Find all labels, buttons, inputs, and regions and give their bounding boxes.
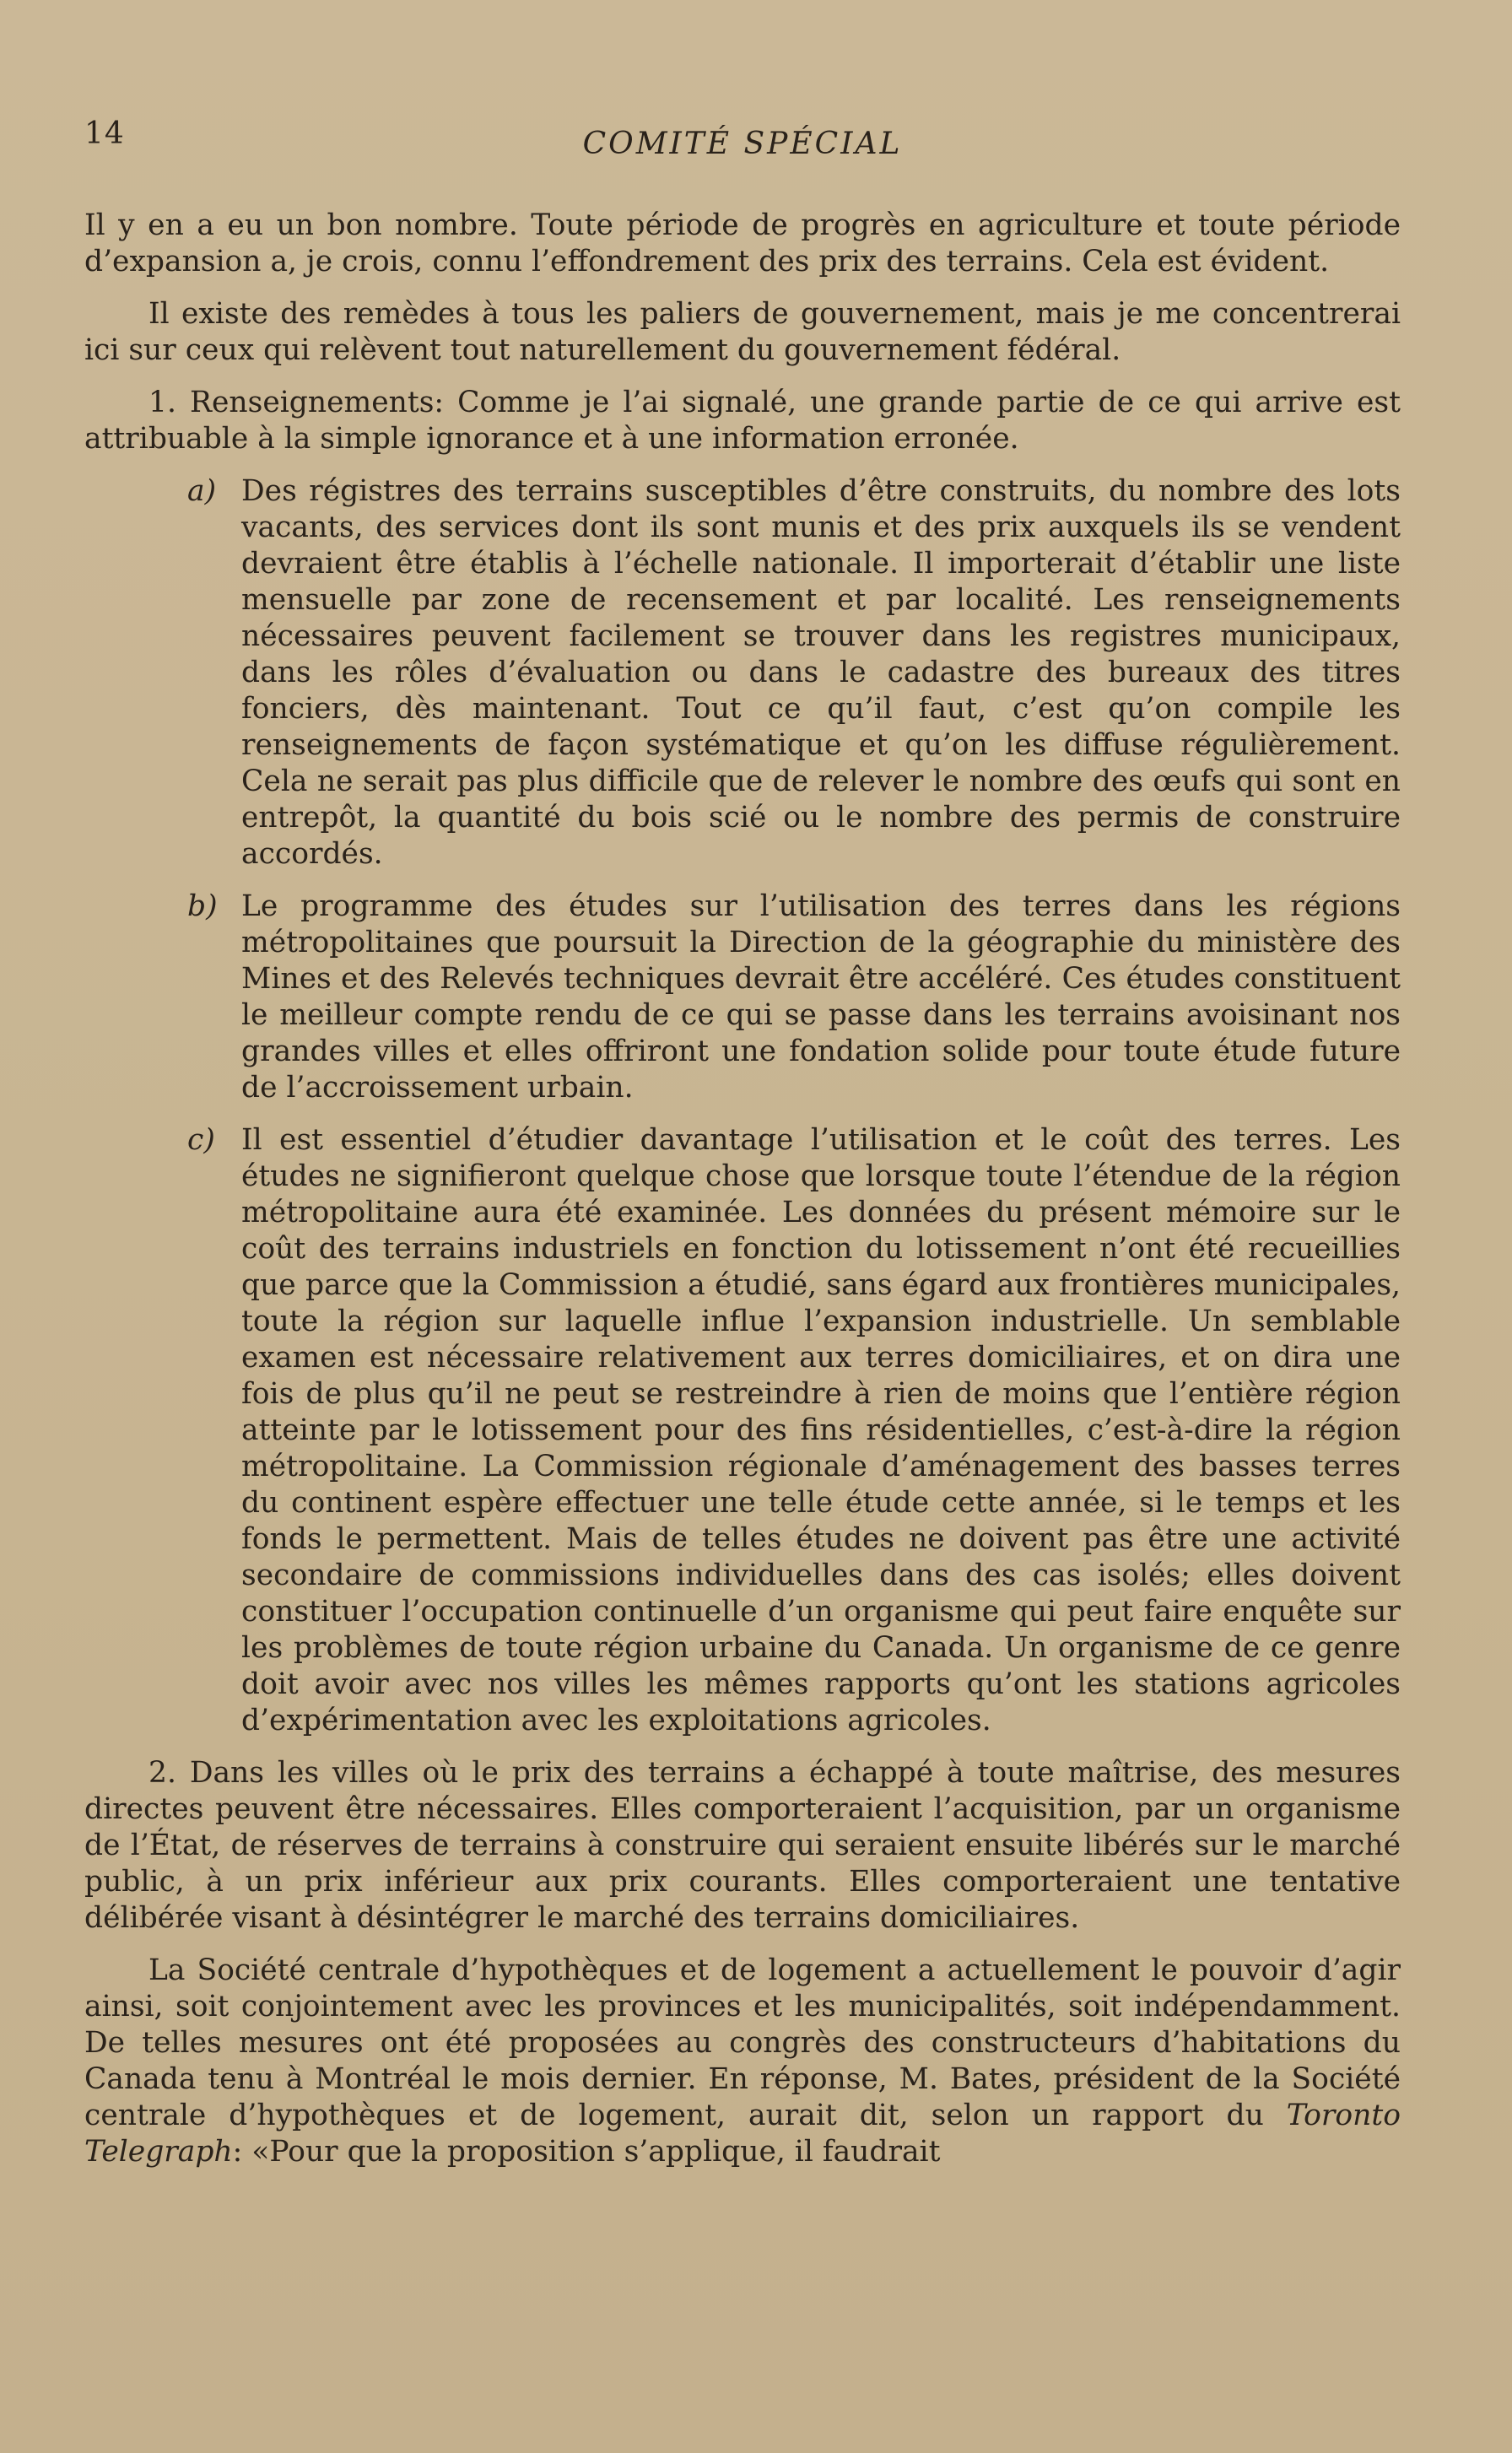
list-item-label: b) — [187, 889, 218, 923]
list-item-c — [84, 1122, 1401, 1739]
list-item-text: Le programme des études sur l’utilisation des terres dans les régions métropolitaines que poursuit la Direction de la géographie du ministère des Mines et des Relevés techniques devrait être accéléré. Ces études constituent le meilleur compte rendu de ce qui se passe dans les terrains avoisinant nos grandes villes et elles offriront une fondation solide pour toute étude future de l’accroissement urbain. — [241, 889, 1401, 1105]
list-item-b — [84, 889, 1401, 1106]
list-item-text: Des régistres des terrains susceptibles d’être construits, du nombre des lots vacants, des services dont ils sont munis et des prix auxquels ils se vendent devraient être établis à l’échelle nationale. Il importerait d’établir une liste mensuelle par zone de recensement et par localité. Les renseignements nécessaires peuvent facilement se trouver dans les registres municipaux, dans les rôles d’évaluation ou dans le cadastre des bureaux des titres fonciers, dès maintenant. Tout ce qu’il faut, c’est qu’on compile les renseignements de façon systématique et qu’on les diffuse régulièrement. Cela ne serait pas plus difficile que de relever le nombre des œufs qui sont en entrepôt, la quantité du bois scié ou le nombre des permis de construire accordés. — [241, 474, 1401, 871]
paragraph-renseignements: 1. Renseignements: Comme je l’ai signalé, une grande partie de ce qui arrive est attribuable à la simple ignorance et à une information erronée. — [84, 386, 1401, 456]
paragraph-societe-centrale — [84, 1953, 1401, 2170]
paragraph-text: La Société centrale d’hypothèques et de logement a actuellement le pouvoir d’agir ainsi, soit conjointement avec les provinces et les municipalités, soit indépendamment. De telles mesures ont été proposées au congrès des constructeurs d’habitations du Canada tenu à Montréal le mois dernier. En réponse, M. Bates, président de la Société centrale d’hypothèques et de logement, aurait dit, selon un rapport du — [84, 1953, 1401, 2132]
list-item-text: Il est essentiel d’étudier davantage l’utilisation et le coût des terres. Les études ne signifieront quelque chose que lorsque toute l’étendue de la région métropolitaine aura été examinée. Les données du présent mémoire sur le coût des terrains industriels en fonction du lotissement n’ont été recueillies que parce que la Commission a étudié, sans égard aux frontières municipales, toute la région sur laquelle influe l’expansion industrielle. Un semblable examen est nécessaire relativement aux terres domiciliaires, et on dira une fois de plus qu’il ne peut se restreindre à rien de moins que l’entière région atteinte par le lotissement pour des fins résidentielles, c’est-à-dire la région métropolitaine. La Commission régionale d’aménagement des basses terres du continent espère effectuer une telle étude cette année, si le temps et les fonds le permettent. Mais de telles études ne doivent pas être une activité secondaire de commissions individuelles dans des cas isolés; elles doivent constituer l’occupation continuelle d’un organisme qui peut faire enquête sur les problèmes de toute région urbaine du Canada. Un organisme de ce genre doit avoir avec nos villes les mêmes rapports qu’ont les stations agricoles d’expérimentation avec les exploitations agricoles. — [241, 1123, 1401, 1737]
page-number: 14 — [84, 116, 125, 151]
paragraph-text: : «Pour que la proposition s’applique, il faudrait — [232, 2135, 941, 2169]
paragraph-remedes: Il existe des remèdes à tous les paliers de gouvernement, mais je me concentrerai ici sur ceux qui relèvent tout naturellement du gouvernement fédéral. — [84, 297, 1401, 367]
body-text — [84, 208, 1401, 2186]
paragraph-mesures-directes: 2. Dans les villes où le prix des terrains a échappé à toute maîtrise, des mesures directes peuvent être nécessaires. Elles comporteraient l’acquisition, par un organisme de l’État, de réserves de terrains à construire qui seraient ensuite libérés sur le marché public, à un prix inférieur aux prix courants. Elles comporteraient une tentative délibérée visant à désintégrer le marché des terrains domiciliaires. — [84, 1756, 1401, 1935]
list-item-label: c) — [187, 1123, 215, 1157]
paragraph-intro: Il y en a eu un bon nombre. Toute période de progrès en agriculture et toute période d’expansion a, je crois, connu l’effondrement des prix des terrains. Cela est évident. — [84, 208, 1401, 278]
running-title: COMITÉ SPÉCIAL — [582, 127, 903, 161]
page-header — [84, 116, 1401, 167]
list-item-label: a) — [187, 474, 217, 508]
list-item-a — [84, 473, 1401, 873]
source-title: Toronto Telegraph — [84, 2099, 1401, 2169]
